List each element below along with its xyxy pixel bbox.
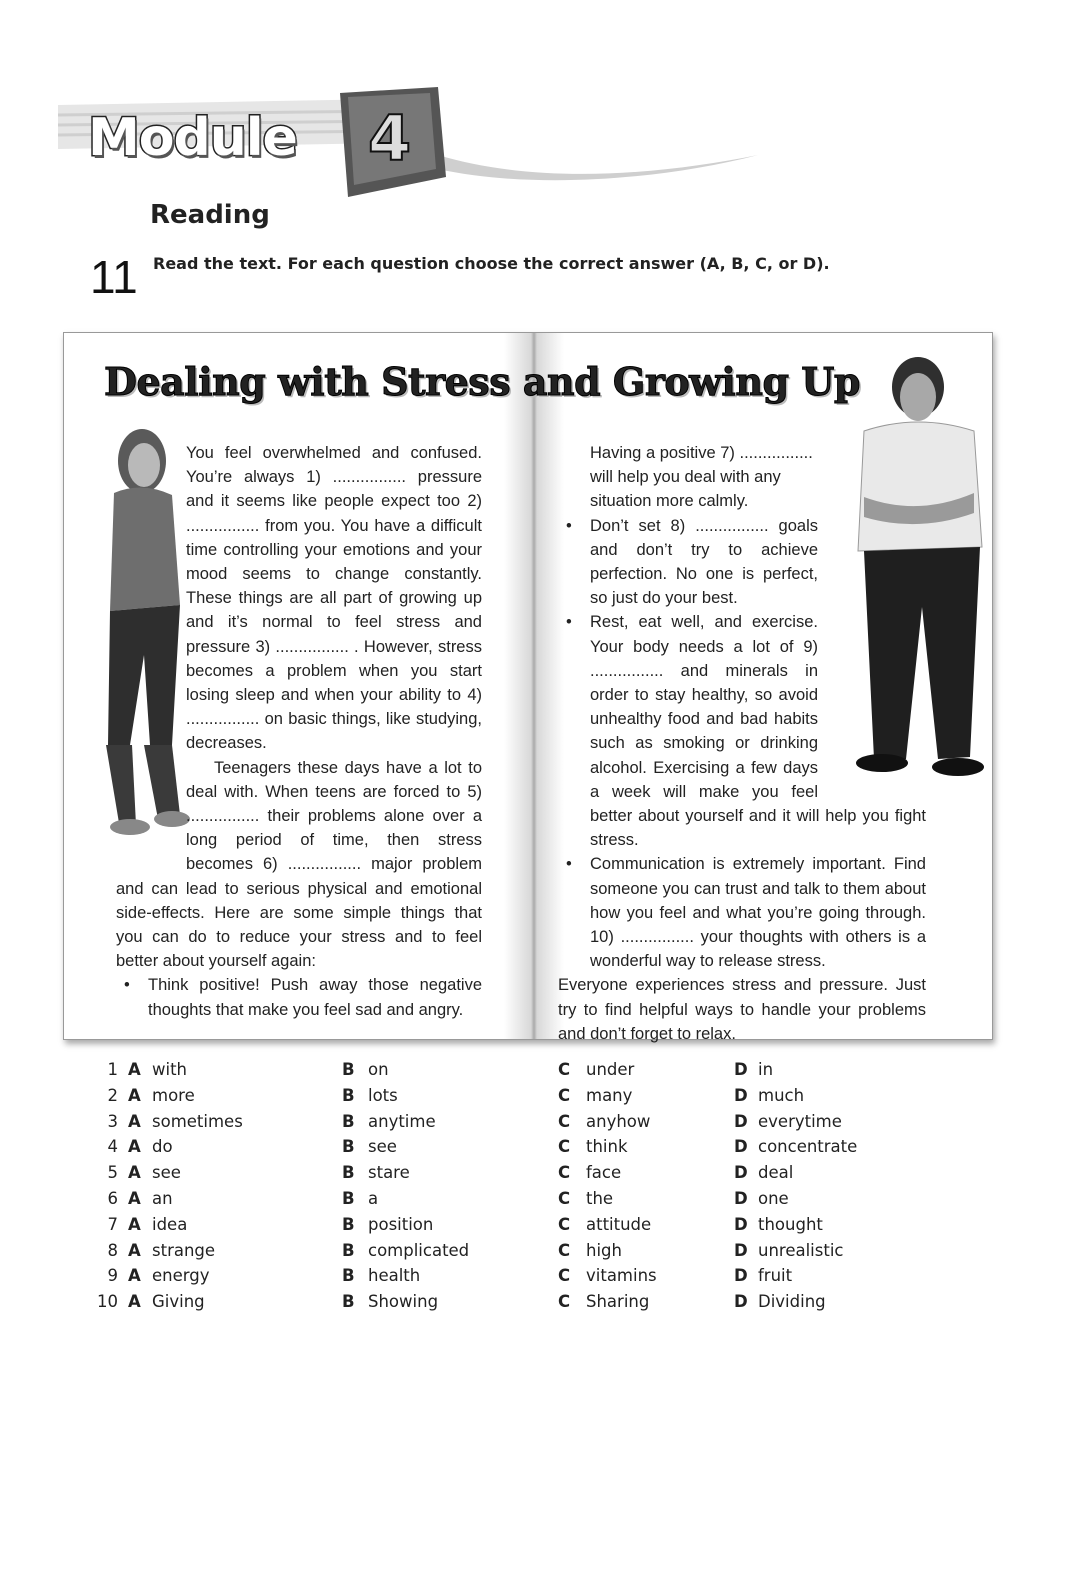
article-title: Dealing with Stress and Growing Up	[104, 359, 860, 404]
exercise-number: 11	[90, 251, 138, 303]
answer-row	[96, 1137, 996, 1163]
book-gutter	[504, 333, 564, 1039]
option-letter: A	[128, 1292, 141, 1312]
option-d[interactable]: Dividing	[758, 1292, 826, 1312]
option-a[interactable]: see	[152, 1163, 181, 1183]
article-bullet: • Rest, eat well, and exercise. Your body needs a lot of 9) ................ and minerals in order to stay healthy, so avoid unhealthy food and bad habits such as smoking or drinking alcohol. Exercising a few days a week will make you feel better about yourself and it will help you fight stress.	[558, 610, 926, 852]
option-d[interactable]: thought	[758, 1214, 823, 1234]
option-letter: A	[128, 1111, 141, 1131]
module-number: 4	[368, 102, 412, 175]
question-number: 2	[107, 1085, 118, 1105]
option-a[interactable]: Giving	[152, 1292, 205, 1312]
option-letter: C	[558, 1240, 571, 1260]
option-c[interactable]: vitamins	[586, 1266, 657, 1286]
question-number: 9	[107, 1266, 118, 1286]
option-b[interactable]: see	[368, 1137, 397, 1157]
option-letter: A	[128, 1060, 141, 1079]
option-letter: D	[734, 1240, 748, 1260]
option-letter: D	[734, 1060, 748, 1079]
option-d[interactable]: unrealistic	[758, 1240, 844, 1260]
option-b[interactable]: Showing	[368, 1292, 439, 1312]
option-letter: B	[342, 1137, 355, 1157]
answer-row	[96, 1112, 996, 1138]
module-label: Module	[88, 108, 297, 168]
option-letter: B	[342, 1111, 355, 1131]
question-number: 6	[107, 1188, 118, 1208]
option-letter: D	[734, 1137, 748, 1157]
option-d[interactable]: fruit	[758, 1266, 793, 1286]
option-d[interactable]: one	[758, 1188, 789, 1208]
option-letter: A	[128, 1085, 141, 1105]
option-letter: C	[558, 1266, 571, 1286]
answer-row	[96, 1086, 996, 1112]
section-heading: Reading	[150, 200, 270, 230]
option-letter: C	[558, 1137, 571, 1157]
option-a[interactable]: idea	[152, 1214, 188, 1234]
article-bullet: • Communication is extremely important. Find someone you can trust and talk to them about how you feel and what you’re going through. 10) ................ your thoughts with others is a wonderful way to release stress.	[558, 852, 926, 973]
answer-row	[96, 1292, 996, 1318]
option-letter: C	[558, 1111, 571, 1131]
article-closing: Everyone experiences stress and pressure. Just try to find helpful ways to handle your problems and don’t forget to relax.	[558, 976, 926, 1043]
option-letter: D	[734, 1085, 748, 1105]
option-letter: A	[128, 1163, 141, 1183]
article-paragraph: Having a positive 7) ................ will help you deal with any situation more calmly.	[590, 444, 813, 511]
answer-row	[96, 1215, 996, 1241]
option-d[interactable]: in	[758, 1060, 774, 1079]
option-letter: B	[342, 1266, 355, 1286]
answer-row	[96, 1060, 996, 1086]
option-b[interactable]: lots	[368, 1085, 398, 1105]
option-letter: B	[342, 1188, 355, 1208]
option-b[interactable]: on	[368, 1060, 389, 1079]
option-c[interactable]: anyhow	[586, 1111, 651, 1131]
reading-text-spread	[63, 332, 993, 1043]
option-b[interactable]: complicated	[368, 1240, 470, 1260]
article-bullet: • Don’t set 8) ................ goals and don’t try to achieve perfection. No one is perfect, so just do your best.	[558, 514, 926, 611]
question-number: 3	[107, 1111, 118, 1131]
option-b[interactable]: anytime	[368, 1111, 436, 1131]
answer-row	[96, 1163, 996, 1189]
option-letter: B	[342, 1240, 355, 1260]
option-letter: B	[342, 1060, 355, 1079]
option-letter: C	[558, 1060, 571, 1079]
option-letter: A	[128, 1266, 141, 1286]
option-a[interactable]: sometimes	[152, 1111, 243, 1131]
option-b[interactable]: stare	[368, 1163, 410, 1183]
question-number: 8	[107, 1240, 118, 1260]
option-a[interactable]: strange	[152, 1240, 216, 1260]
option-c[interactable]: face	[586, 1163, 622, 1183]
question-number: 1	[107, 1060, 118, 1079]
article-paragraph: You feel overwhelmed and confused. You’re always 1) ................ pressure and it seems like people expect too 2) ................ from you. You have a difficult time controlling your emotions and your mood seems to change constantly. These things are all part of growing up and it’s normal to feel stress and pressure 3) ................ . However, stress becomes a problem when you start losing sleep and when your ability to 4) ................ on basic things, like studying, decreases.	[186, 444, 482, 753]
answer-options	[96, 1060, 996, 1318]
article-left-column	[116, 441, 482, 1022]
answer-row	[96, 1266, 996, 1292]
article-right-column	[558, 441, 926, 1046]
option-a[interactable]: energy	[152, 1266, 210, 1286]
option-d[interactable]: concentrate	[758, 1137, 858, 1157]
text-wrap-spacer	[116, 441, 186, 861]
option-c[interactable]: the	[586, 1188, 614, 1208]
option-a[interactable]: more	[152, 1085, 195, 1105]
option-letter: C	[558, 1214, 571, 1234]
option-d[interactable]: everytime	[758, 1111, 842, 1131]
option-c[interactable]: high	[586, 1240, 622, 1260]
option-letter: A	[128, 1240, 141, 1260]
option-letter: A	[128, 1137, 141, 1157]
option-letter: B	[342, 1163, 355, 1183]
question-number: 7	[107, 1214, 118, 1234]
question-number: 10	[97, 1292, 118, 1312]
option-letter: D	[734, 1111, 748, 1131]
option-letter: C	[558, 1163, 571, 1183]
option-c[interactable]: many	[586, 1085, 633, 1105]
option-d[interactable]: much	[758, 1085, 805, 1105]
option-letter: D	[734, 1163, 748, 1183]
option-b[interactable]: health	[368, 1266, 421, 1286]
option-letter: A	[128, 1214, 141, 1234]
option-c[interactable]: Sharing	[586, 1292, 650, 1312]
option-letter: D	[734, 1188, 748, 1208]
option-letter: A	[128, 1188, 141, 1208]
option-c[interactable]: think	[586, 1137, 628, 1157]
option-a[interactable]: with	[152, 1060, 188, 1079]
option-letter: B	[342, 1292, 355, 1312]
question-number: 5	[107, 1163, 118, 1183]
option-letter: D	[734, 1292, 748, 1312]
option-d[interactable]: deal	[758, 1163, 794, 1183]
option-letter: C	[558, 1292, 571, 1312]
option-letter: B	[342, 1214, 355, 1234]
exercise-instruction: Read the text. For each question choose the correct answer (A, B, C, or D).	[153, 254, 830, 273]
option-letter: D	[734, 1266, 748, 1286]
option-letter: D	[734, 1214, 748, 1234]
option-b[interactable]: position	[368, 1214, 434, 1234]
option-letter: C	[558, 1085, 571, 1105]
option-c[interactable]: under	[586, 1060, 635, 1079]
option-a[interactable]: an	[152, 1188, 173, 1208]
question-number: 4	[107, 1137, 118, 1157]
article-bullet: • Think positive! Push away those negative thoughts that make you feel sad and angry.	[116, 973, 482, 1021]
article-paragraph: Teenagers these days have a lot to deal with. When teens are forced to 5) ................ their problems alone over a long period of time, then stress becomes 6) ................ major problem and can lead to serious physical and emotional side-effects. Here are some simple things that you can do to reduce your stress and to feel better about yourself again:	[116, 758, 482, 971]
option-letter: B	[342, 1085, 355, 1105]
answer-row	[96, 1241, 996, 1267]
option-b[interactable]: a	[368, 1188, 379, 1208]
option-c[interactable]: attitude	[586, 1214, 652, 1234]
option-letter: C	[558, 1188, 571, 1208]
answer-row	[96, 1189, 996, 1215]
option-a[interactable]: do	[152, 1137, 173, 1157]
